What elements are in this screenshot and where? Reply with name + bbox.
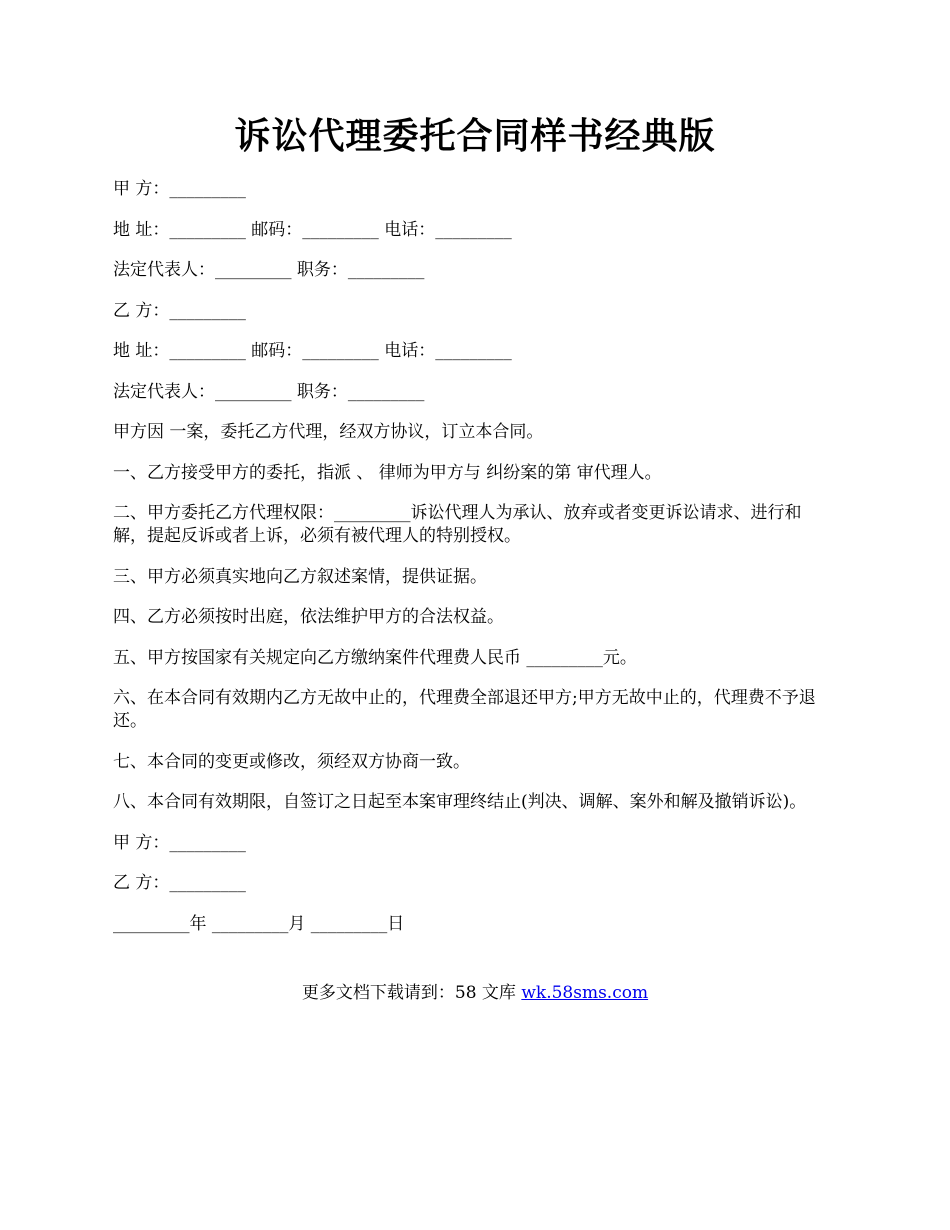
clause-2: 二、甲方委托乙方代理权限：_________诉讼代理人为承认、放弃或者变更诉讼请求、进行和解，提起反诉或者上诉，必须有被代理人的特别授权。 [113,503,802,546]
preamble-paragraph: 甲方因 一案，委托乙方代理，经双方协议，订立本合同。 [113,422,544,442]
party-b-line: 乙 方：_________ [113,300,246,321]
party-a-representative-line: 法定代表人：_________ 职务：_________ [113,260,425,280]
document-title: 诉讼代理委托合同样书经典版 [234,115,716,157]
signature-date: _________年 _________月 _________日 [113,913,405,934]
footer-text: 更多文档下载请到：58 文库 [301,983,522,1003]
party-b-representative-line: 法定代表人：_________ 职务：_________ [113,381,425,402]
clause-1: 一、乙方接受甲方的委托，指派 、 律师为甲方与 纠纷案的第 审代理人。 [113,462,662,483]
party-a-line: 甲 方：_________ [113,179,246,199]
signature-party-a: 甲 方：_________ [113,832,246,853]
clause-5: 五、甲方按国家有关规定向乙方缴纳案件代理费人民币 _________元。 [113,647,637,668]
clause-3: 三、甲方必须真实地向乙方叙述案情，提供证据。 [113,566,487,587]
clause-7: 七、本合同的变更或修改，须经双方协商一致。 [113,751,470,772]
footer-link[interactable]: wk.58sms.com [521,983,649,1003]
footer [0,981,950,1005]
clause-6: 六、在本合同有效期内乙方无故中止的，代理费全部退还甲方;甲方无故中止的，代理费不予退还。 [113,688,816,731]
document-body [113,178,833,953]
party-a-address-line: 地 址：_________ 邮码：_________ 电话：_________ [113,219,512,240]
party-b-address-line: 地 址：_________ 邮码：_________ 电话：_________ [113,341,512,361]
clause-8: 八、本合同有效期限，自签订之日起至本案审理终结止(判决、调解、案外和解及撤销诉讼)。 [113,792,807,812]
signature-party-b: 乙 方：_________ [113,873,246,893]
clause-4: 四、乙方必须按时出庭，依法维护甲方的合法权益。 [113,607,504,627]
